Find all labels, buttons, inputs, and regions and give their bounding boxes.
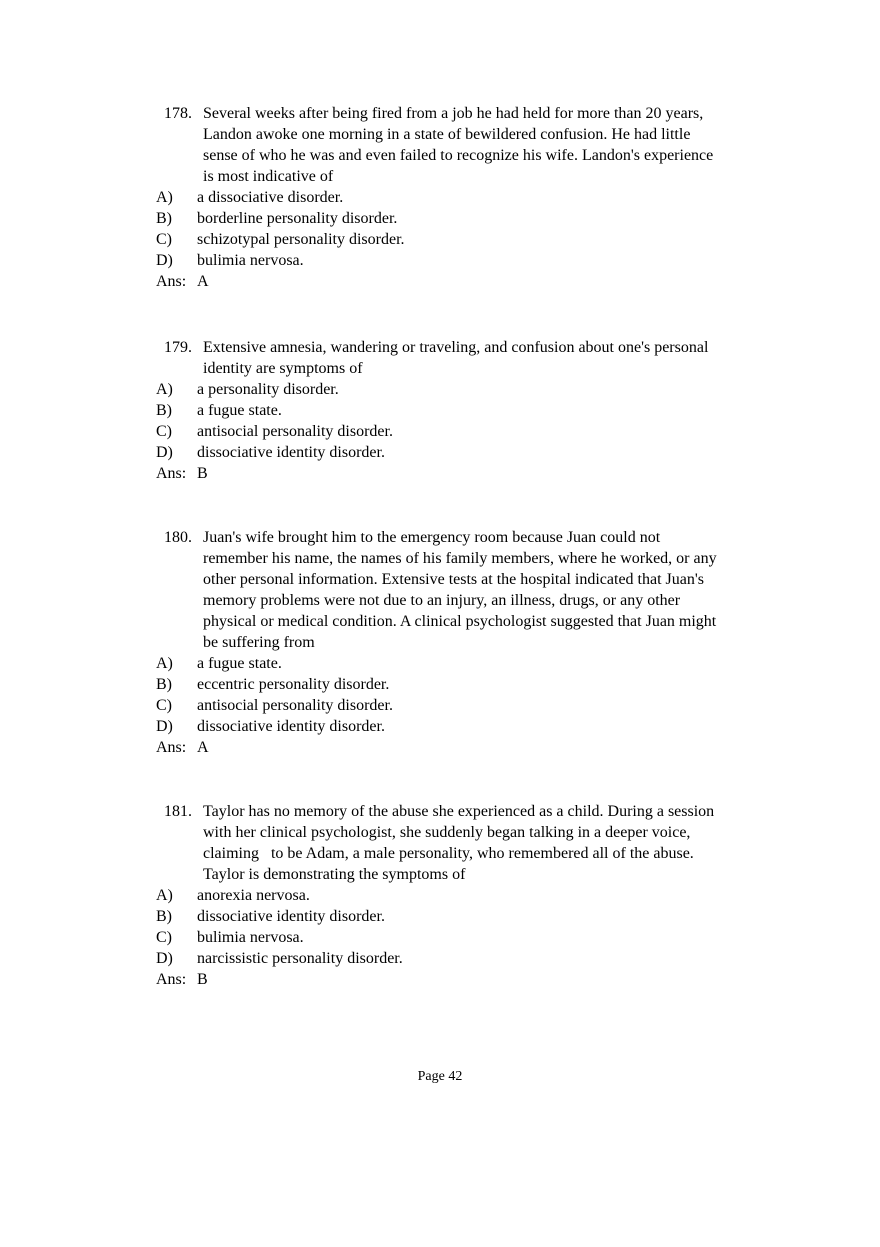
option-letter: A) bbox=[156, 655, 173, 672]
answer-value: B bbox=[197, 465, 208, 482]
question-number: 181. bbox=[164, 803, 192, 820]
answer-label: Ans: bbox=[156, 273, 187, 290]
option-c bbox=[0, 229, 880, 250]
question-stem bbox=[0, 527, 880, 653]
option-text: schizotypal personality disorder. bbox=[197, 231, 405, 248]
option-text: dissociative identity disorder. bbox=[197, 908, 385, 925]
option-letter: A) bbox=[156, 381, 173, 398]
answer-line bbox=[0, 271, 880, 292]
question-line: Landon awoke one morning in a state of bewildered confusion. He had little bbox=[203, 126, 691, 143]
option-letter: B) bbox=[156, 402, 172, 419]
question-line: with her clinical psychologist, she suddenly began talking in a deeper voice, bbox=[203, 824, 691, 841]
answer-label: Ans: bbox=[156, 971, 187, 988]
option-letter: B) bbox=[156, 676, 172, 693]
question-line: Taylor has no memory of the abuse she experienced as a child. During a session bbox=[203, 803, 715, 820]
option-d bbox=[0, 442, 880, 463]
option-b bbox=[0, 400, 880, 421]
answer-line bbox=[0, 463, 880, 484]
option-letter: D) bbox=[156, 444, 173, 461]
question-text bbox=[203, 801, 714, 885]
option-text: a personality disorder. bbox=[197, 381, 339, 398]
option-a bbox=[0, 653, 880, 674]
question-text bbox=[203, 103, 713, 187]
answer-line bbox=[0, 737, 880, 758]
question-number: 179. bbox=[164, 339, 192, 356]
question-line: be suffering from bbox=[203, 634, 315, 651]
option-text: dissociative identity disorder. bbox=[197, 718, 385, 735]
option-text: narcissistic personality disorder. bbox=[197, 950, 403, 967]
option-letter: B) bbox=[156, 210, 172, 227]
question-text bbox=[203, 337, 708, 379]
question-stem bbox=[0, 337, 880, 379]
option-text: bulimia nervosa. bbox=[197, 252, 304, 269]
option-text: dissociative identity disorder. bbox=[197, 444, 385, 461]
question-line: physical or medical condition. A clinical psychologist suggested that Juan might bbox=[203, 613, 717, 630]
option-letter: C) bbox=[156, 231, 172, 248]
answer-label: Ans: bbox=[156, 465, 187, 482]
option-text: eccentric personality disorder. bbox=[197, 676, 390, 693]
option-b bbox=[0, 208, 880, 229]
question-line: memory problems were not due to an injury, an illness, drugs, or any other bbox=[203, 592, 681, 609]
question-number: 180. bbox=[164, 529, 192, 546]
option-text: antisocial personality disorder. bbox=[197, 697, 393, 714]
page-number: Page 42 bbox=[417, 1069, 463, 1084]
option-text: a fugue state. bbox=[197, 402, 282, 419]
option-c bbox=[0, 695, 880, 716]
answer-value: A bbox=[197, 273, 209, 290]
question-178 bbox=[0, 103, 880, 292]
question-179 bbox=[0, 337, 880, 484]
option-text: antisocial personality disorder. bbox=[197, 423, 393, 440]
question-line: remember his name, the names of his family members, where he worked, or any bbox=[203, 550, 717, 567]
question-line: Taylor is demonstrating the symptoms of bbox=[203, 866, 466, 883]
option-d bbox=[0, 716, 880, 737]
option-letter: C) bbox=[156, 929, 172, 946]
question-line: Several weeks after being fired from a job he had held for more than 20 years, bbox=[203, 105, 704, 122]
option-letter: A) bbox=[156, 189, 173, 206]
option-b bbox=[0, 674, 880, 695]
option-letter: A) bbox=[156, 887, 173, 904]
question-180 bbox=[0, 527, 880, 758]
option-d bbox=[0, 948, 880, 969]
option-b bbox=[0, 906, 880, 927]
option-text: a fugue state. bbox=[197, 655, 282, 672]
option-letter: D) bbox=[156, 718, 173, 735]
option-letter: C) bbox=[156, 423, 172, 440]
option-text: borderline personality disorder. bbox=[197, 210, 398, 227]
option-a bbox=[0, 379, 880, 400]
answer-value: B bbox=[197, 971, 208, 988]
question-line: sense of who he was and even failed to recognize his wife. Landon's experience bbox=[203, 147, 714, 164]
question-stem bbox=[0, 801, 880, 885]
option-c bbox=[0, 927, 880, 948]
option-a bbox=[0, 187, 880, 208]
question-line: claiming to be Adam, a male personality, who remembered all of the abuse. bbox=[203, 845, 694, 862]
option-text: anorexia nervosa. bbox=[197, 887, 310, 904]
question-line: other personal information. Extensive tests at the hospital indicated that Juan's bbox=[203, 571, 704, 588]
option-a bbox=[0, 885, 880, 906]
answer-line bbox=[0, 969, 880, 990]
question-stem bbox=[0, 103, 880, 187]
question-181 bbox=[0, 801, 880, 990]
question-number: 178. bbox=[164, 105, 192, 122]
option-c bbox=[0, 421, 880, 442]
question-line: is most indicative of bbox=[203, 168, 334, 185]
option-letter: B) bbox=[156, 908, 172, 925]
option-text: a dissociative disorder. bbox=[197, 189, 344, 206]
option-text: bulimia nervosa. bbox=[197, 929, 304, 946]
answer-label: Ans: bbox=[156, 739, 187, 756]
option-d bbox=[0, 250, 880, 271]
question-text bbox=[203, 527, 717, 653]
question-line: Extensive amnesia, wandering or traveling, and confusion about one's personal bbox=[203, 339, 709, 356]
option-letter: C) bbox=[156, 697, 172, 714]
answer-value: A bbox=[197, 739, 209, 756]
question-line: Juan's wife brought him to the emergency room because Juan could not bbox=[203, 529, 661, 546]
question-line: identity are symptoms of bbox=[203, 360, 363, 377]
option-letter: D) bbox=[156, 252, 173, 269]
option-letter: D) bbox=[156, 950, 173, 967]
